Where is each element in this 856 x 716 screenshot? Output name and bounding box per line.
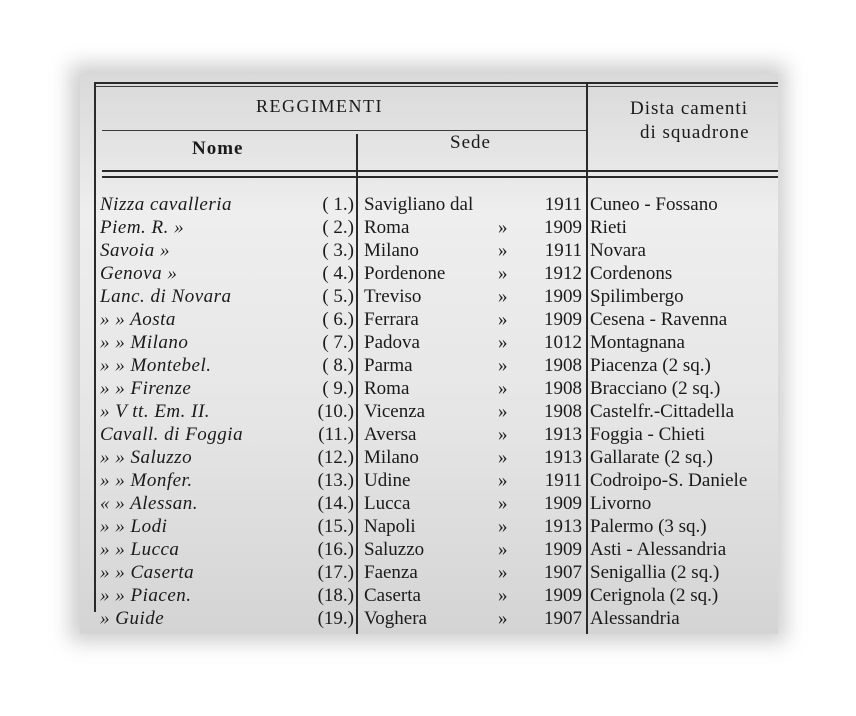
garrison: Padova (364, 332, 420, 353)
ditto-mark: » (498, 493, 508, 514)
year: 1913 (544, 516, 582, 537)
ditto-mark: » (498, 240, 508, 261)
year: 1907 (544, 608, 582, 629)
regiment-number: (17.) (317, 562, 354, 583)
detachment: Bracciano (2 sq.) (590, 378, 721, 399)
year: 1911 (544, 194, 582, 215)
table-row (80, 263, 778, 285)
regiment-name: » » Firenze (100, 378, 192, 399)
regiment-number: ( 5.) (322, 286, 354, 307)
regiment-number: (12.) (317, 447, 354, 468)
header-bottom-rule-2 (102, 176, 778, 178)
regiment-number: (11.) (318, 424, 354, 445)
year: 1012 (544, 332, 582, 353)
regiment-name: Savoia » (100, 240, 170, 261)
year: 1909 (544, 539, 582, 560)
year: 1908 (544, 355, 582, 376)
document-photo (80, 74, 778, 634)
garrison: Faenza (364, 562, 418, 583)
year: 1908 (544, 401, 582, 422)
table-row (80, 332, 778, 354)
detachment: Cerignola (2 sq.) (590, 585, 719, 606)
regiment-number: ( 1.) (322, 194, 354, 215)
table-row (80, 194, 778, 216)
garrison: Treviso (364, 286, 422, 307)
year: 1907 (544, 562, 582, 583)
regiment-name: » » Monfer. (100, 470, 193, 491)
regiment-name: » » Lucca (100, 539, 180, 560)
regiment-name: Nizza cavalleria (100, 194, 233, 215)
detachment: Castelfr.-Cittadella (590, 401, 735, 422)
detachment: Spilimbergo (590, 286, 684, 307)
year: 1911 (544, 240, 582, 261)
garrison: Savigliano dal (364, 194, 474, 215)
garrison: Voghera (364, 608, 427, 629)
regiment-name: Lanc. di Novara (100, 286, 232, 307)
table-row (80, 355, 778, 377)
regiment-number: (14.) (317, 493, 354, 514)
detachment: Gallarate (2 sq.) (590, 447, 713, 468)
regiment-name: Genova » (100, 263, 178, 284)
regiment-number: ( 3.) (322, 240, 354, 261)
year: 1913 (544, 424, 582, 445)
regiment-number: (13.) (317, 470, 354, 491)
regiment-number: ( 9.) (322, 378, 354, 399)
ditto-mark: » (498, 516, 508, 537)
detachment: Alessandria (590, 608, 680, 629)
regiment-name: » » Aosta (100, 309, 176, 330)
garrison: Milano (364, 240, 419, 261)
garrison: Lucca (364, 493, 411, 514)
table-row (80, 378, 778, 400)
regiment-name: » Guide (100, 608, 165, 629)
ditto-mark: » (498, 332, 508, 353)
year: 1909 (544, 585, 582, 606)
detachment: Codroipo-S. Daniele (590, 470, 748, 491)
table-row (80, 585, 778, 607)
ditto-mark: » (498, 263, 508, 284)
detachment: Rieti (590, 217, 627, 238)
table-row (80, 608, 778, 630)
ditto-mark: » (498, 401, 508, 422)
header-reggimenti: REGGIMENTI (256, 96, 383, 116)
regiment-number: ( 4.) (322, 263, 354, 284)
detachment: Cordenons (590, 263, 673, 284)
table-row (80, 286, 778, 308)
detachment: Livorno (590, 493, 652, 514)
regiment-name: Piem. R. » (100, 217, 185, 238)
regiment-name: » » Piacen. (100, 585, 192, 606)
detachment: Cesena - Ravenna (590, 309, 728, 330)
regiment-number: (18.) (317, 585, 354, 606)
ditto-mark: » (498, 539, 508, 560)
garrison: Roma (364, 378, 410, 399)
ditto-mark: » (498, 286, 508, 307)
top-rule-thin (94, 86, 778, 87)
ditto-mark: » (498, 217, 508, 238)
ditto-mark: » (498, 355, 508, 376)
table-row (80, 240, 778, 262)
year: 1908 (544, 378, 582, 399)
table-row (80, 493, 778, 515)
garrison: Roma (364, 217, 410, 238)
regiment-name: « » Alessan. (100, 493, 199, 514)
year: 1912 (544, 263, 582, 284)
header-sede: Sede (450, 132, 491, 153)
regiment-number: ( 2.) (322, 217, 354, 238)
regiment-number: ( 7.) (322, 332, 354, 353)
garrison: Napoli (364, 516, 416, 537)
detachment: Asti - Alessandria (590, 539, 727, 560)
detachment: Montagnana (590, 332, 685, 353)
regiment-number: (19.) (317, 608, 354, 629)
ditto-mark: » (498, 562, 508, 583)
detachment: Foggia - Chieti (590, 424, 706, 445)
table-row (80, 516, 778, 538)
header-nome: Nome (192, 138, 244, 159)
garrison: Milano (364, 447, 419, 468)
garrison: Caserta (364, 585, 421, 606)
garrison: Vicenza (364, 401, 426, 422)
regiment-name: » » Caserta (100, 562, 195, 583)
table-row (80, 562, 778, 584)
table-row (80, 401, 778, 423)
regiment-number: ( 8.) (322, 355, 354, 376)
table-row (80, 539, 778, 561)
garrison: Ferrara (364, 309, 419, 330)
regiment-number: (16.) (317, 539, 354, 560)
ditto-mark: » (498, 424, 508, 445)
ditto-mark: » (498, 585, 508, 606)
ditto-mark: » (498, 309, 508, 330)
table-row (80, 217, 778, 239)
regiment-name: Cavall. di Foggia (100, 424, 244, 445)
regiment-number: (15.) (317, 516, 354, 537)
year: 1909 (544, 493, 582, 514)
detachment: Palermo (3 sq.) (590, 516, 707, 537)
regiment-name: » » Montebel. (100, 355, 212, 376)
regiment-name: » V tt. Em. II. (100, 401, 211, 422)
garrison: Saluzzo (364, 539, 425, 560)
regiment-number: (10.) (317, 401, 354, 422)
detachment: Piacenza (2 sq.) (590, 355, 711, 376)
garrison: Pordenone (364, 263, 446, 284)
reggimenti-underline (102, 130, 586, 131)
table-row (80, 424, 778, 446)
year: 1909 (544, 309, 582, 330)
detachment: Novara (590, 240, 646, 261)
detachment: Senigallia (2 sq.) (590, 562, 720, 583)
ditto-mark: » (498, 378, 508, 399)
garrison: Parma (364, 355, 413, 376)
year: 1909 (544, 217, 582, 238)
regiment-name: » » Milano (100, 332, 189, 353)
header-dist-line2: di squadrone (640, 122, 750, 143)
detachment: Cuneo - Fossano (590, 194, 718, 215)
year: 1909 (544, 286, 582, 307)
ditto-mark: » (498, 447, 508, 468)
header-bottom-rule (102, 170, 778, 172)
year: 1911 (544, 470, 582, 491)
garrison: Udine (364, 470, 411, 491)
ditto-mark: » (498, 470, 508, 491)
table-row (80, 470, 778, 492)
ditto-mark: » (498, 608, 508, 629)
top-rule (94, 82, 778, 84)
regiment-name: » » Lodi (100, 516, 168, 537)
header-dist-line1: Dista camenti (630, 98, 748, 119)
year: 1913 (544, 447, 582, 468)
table-row (80, 447, 778, 469)
table-row (80, 309, 778, 331)
regiment-name: » » Saluzzo (100, 447, 193, 468)
garrison: Aversa (364, 424, 417, 445)
regiment-number: ( 6.) (322, 309, 354, 330)
